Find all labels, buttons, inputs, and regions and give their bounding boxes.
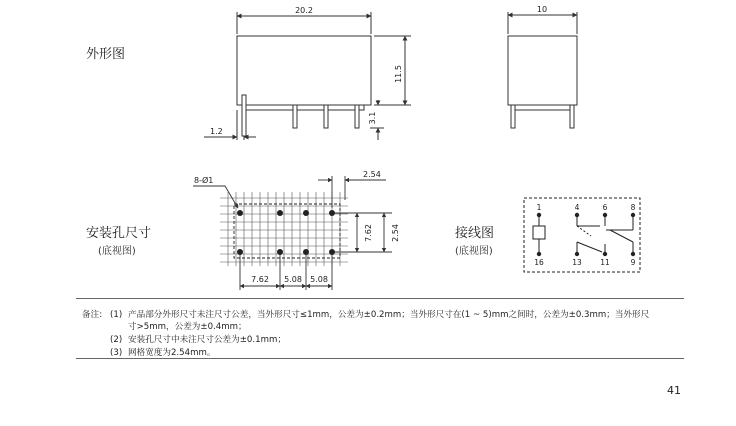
notes-prefix: 备注: (82, 310, 103, 320)
mounting-subtitle: (底视图) (98, 246, 136, 257)
dim-row-spacing: 7.62 (364, 224, 373, 242)
side-view (508, 12, 577, 128)
wiring-title: 接线图 (455, 226, 495, 241)
relay-body-front (237, 36, 371, 105)
mounting-title: 安装孔尺寸 (86, 226, 152, 241)
coil (533, 226, 545, 239)
pin-label: 13 (572, 258, 582, 267)
note-2-text: 安装孔尺寸中未注尺寸公差为±0.1mm； (128, 335, 286, 345)
pin-label: 4 (574, 203, 580, 212)
relay-body-side (508, 36, 577, 105)
note-3-number: (3) (110, 348, 123, 358)
pin (511, 105, 515, 128)
dim-height: 11.5 (394, 65, 403, 83)
wiring-pins (537, 213, 635, 256)
outline-title: 外形图 (86, 47, 126, 62)
dim-span-3: 5.08 (310, 275, 328, 284)
front-view (204, 12, 411, 140)
note-1-line-2: 寸>5mm，公差为±0.4mm； (128, 322, 247, 332)
hole-dimensions (193, 176, 392, 290)
dim-grid-pitch: 2.54 (363, 170, 381, 179)
dim-row-pitch: 2.54 (391, 224, 400, 242)
pin-label: 16 (534, 258, 544, 267)
dim-span-2: 5.08 (284, 275, 302, 284)
pin (570, 105, 574, 128)
note-1-line-1: 产品部分外形尺寸未注尺寸公差，当外形尺寸≤1mm，公差为±0.2mm；当外形尺寸在(1 ~ 5)mm之间时，公差为±0.3mm；当外形尺 (128, 310, 650, 320)
dim-width: 10 (536, 5, 548, 14)
pin-label: 6 (602, 203, 608, 212)
dim-span-1: 7.62 (251, 275, 269, 284)
note-2-number: (2) (110, 335, 123, 345)
hole-spec: 8-Ø1 (194, 176, 214, 185)
wiring-subtitle: (底视图) (455, 246, 493, 257)
pin-label: 1 (536, 203, 542, 212)
pin-label: 9 (630, 258, 636, 267)
divider-bottom (76, 358, 684, 359)
dim-pin-offset: 1.2 (210, 127, 223, 136)
dim-pin-length: 3.1 (368, 111, 377, 125)
pin (355, 105, 359, 128)
divider-top (76, 298, 684, 299)
hole-grid (220, 192, 348, 266)
dim-length: 20.2 (295, 6, 313, 15)
pin-label: 11 (600, 258, 610, 267)
pin-label: 8 (630, 203, 636, 212)
note-1-number: (1) (110, 310, 123, 320)
pin (293, 105, 297, 128)
pin (242, 95, 246, 136)
pin (324, 105, 328, 128)
note-3-text: 网格宽度为2.54mm。 (128, 348, 216, 358)
page-number: 41 (667, 384, 681, 397)
